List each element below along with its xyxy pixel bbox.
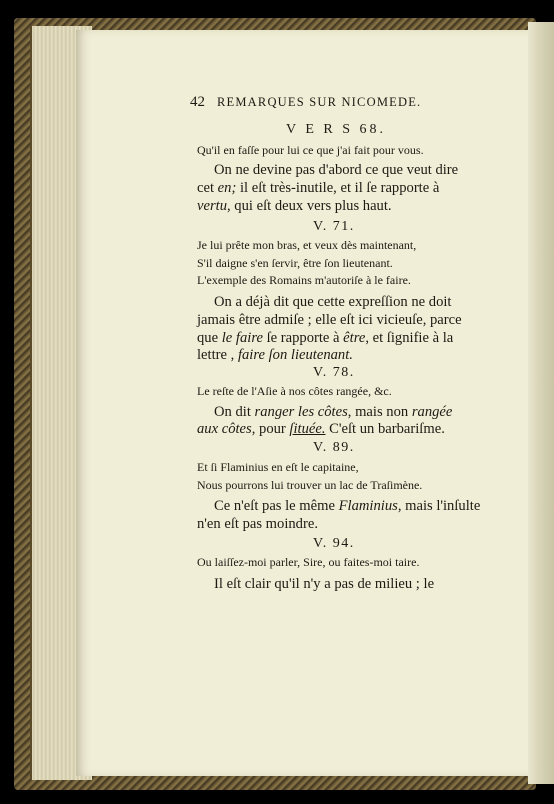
verse-line: Le reſte de l'Aſie à nos côtes rangée, &c. (197, 384, 392, 398)
prose-line: n'en eſt pas moindre. (197, 516, 318, 532)
verse-heading: V. 78. (313, 365, 355, 380)
prose-line: aux côtes, pour ſituée. C'eſt un barbariſme. (197, 421, 445, 437)
verse-line: Et ſi Flaminius en eſt le capitaine, (197, 460, 359, 474)
running-title: REMARQUES SUR NICOMEDE. (217, 95, 422, 109)
verse-line: Je lui prête mon bras, et veux dès maintenant, (197, 238, 417, 252)
prose-line: cet en; il eſt très-inutile, et il ſe rapporte à (197, 180, 440, 196)
verse-line: Ou laiſſez-moi parler, Sire, ou faites-moi taire. (197, 555, 420, 569)
verse-heading: V. 89. (313, 440, 355, 455)
verse-line: Nous pourrons lui trouver un lac de Traſimène. (197, 478, 423, 492)
prose-line: Il eſt clair qu'il n'y a pas de milieu ; le (214, 576, 435, 592)
prose-line: Ce n'eſt pas le même Flaminius, mais l'inſulte (214, 498, 481, 514)
verse-line: S'il daigne s'en ſervir, être ſon lieutenant. (197, 256, 393, 270)
verse-line: Qu'il en faſſe pour lui ce que j'ai fait pour vous. (197, 143, 424, 157)
prose-line: On ne devine pas d'abord ce que veut dire (214, 162, 459, 178)
page (76, 30, 528, 776)
verse-heading: V. 94. (313, 536, 355, 551)
prose-line: On dit ranger les côtes, mais non rangée (214, 404, 453, 420)
verse-line: L'exemple des Romains m'autoriſe à le faire. (197, 273, 411, 287)
page-number: 42 (190, 94, 205, 110)
facing-page-edge (528, 22, 554, 784)
prose-line: vertu, qui eſt deux vers plus haut. (197, 198, 392, 214)
prose-line: jamais être admiſe ; elle eſt ici vicieuſe, parce (197, 312, 462, 328)
prose-line: lettre , faire ſon lieutenant. (197, 347, 353, 363)
verse-heading: V. 71. (313, 219, 355, 234)
verse-heading: V E R S 68. (286, 122, 387, 137)
prose-line: On a déjà dit que cette expreſſion ne doit (214, 294, 452, 310)
prose-line: que le faire ſe rapporte à être, et ſignifie à la (197, 330, 454, 346)
running-header (190, 94, 490, 111)
